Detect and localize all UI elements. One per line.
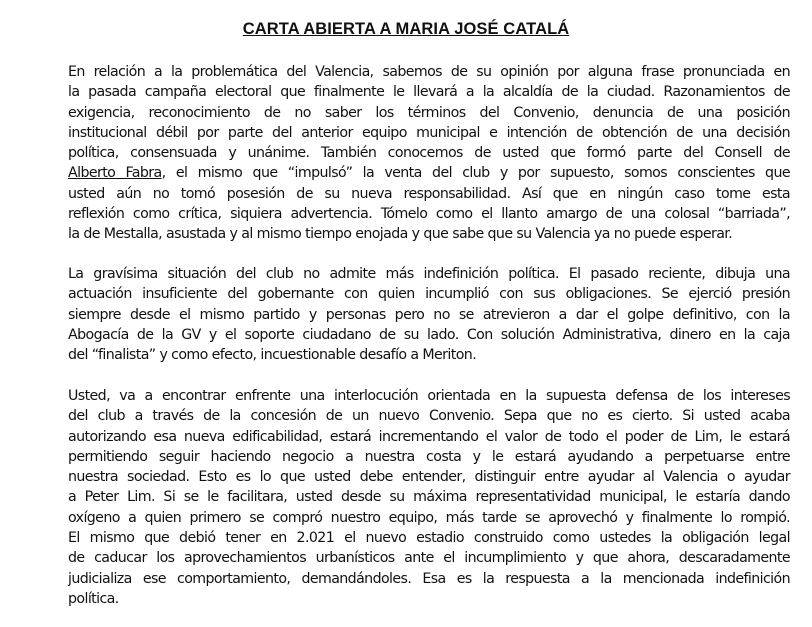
paragraph-line: la de Mestalla, asustada y al mismo tiempo enojada y que sabe que su Valencia ya no puede esperar.	[68, 226, 733, 243]
paragraph-line: Abogacía de la GV y el soporte ciudadano de su lado. Con solución Administrativa, dinero en la caja	[68, 326, 790, 343]
paragraph-line: de caducar los aprovechamientos urbanísticos ante el incumplimiento y que ahora, descaradamente	[68, 550, 790, 567]
paragraph-line: oxígeno a quien primero se compró nuestro equipo, más tarde se aprovechó y finalmente lo rompió.	[68, 509, 790, 526]
paragraph-1	[68, 62, 790, 245]
paragraph-line: Usted, va a encontrar enfrente una interlocución orientada en la supuesta defensa de los intereses	[68, 388, 790, 404]
paragraph-line: del “finalista” y como efecto, incuestionable desafío a Meriton.	[68, 347, 477, 364]
paragraph-line: la pasada campaña electoral que finalmente le llevará a la alcaldía de la ciudad. Razonamientos de	[68, 84, 790, 101]
paragraph-line: actuación insuficiente del gobernante con quien incumplió con sus obligaciones. Se ejerció presión	[68, 286, 790, 303]
letter-title: CARTA ABIERTA A MARIA JOSÉ CATALÁ	[242, 20, 570, 38]
paragraph-line: institucional débil por parte del anterior equipo municipal e intención de obtención de una decisión	[68, 124, 790, 141]
paragraph-2	[68, 264, 790, 365]
paragraph-line: usted aún no tomó posesión de su nueva responsabilidad. Así que en ningún caso tome esta	[68, 185, 790, 202]
paragraph-line-with-link	[68, 163, 790, 183]
paragraph-3	[68, 386, 790, 609]
paragraph-line: La gravísima situación del club no admite más indefinición política. El pasado reciente, dibuja una	[68, 266, 790, 282]
paragraph-line: permitiendo seguir haciendo negocio a nuestra costa y le estará ayudando a perpetuarse entre	[68, 448, 790, 465]
paragraph-line: autorizando esa nueva edificabilidad, estará incrementando el valor de todo el poder de Lim, le estará	[68, 428, 790, 445]
paragraph-line: del club a través de la concesión de un nuevo Convenio. Sepa que no es cierto. Si usted acaba	[68, 408, 790, 425]
paragraph-line: a Peter Lim. Si se le facilitara, usted desde su máxima representatividad municipal, le estaría dando	[68, 489, 790, 506]
paragraph-line: judicializa ese comportamiento, demandándoles. Esa es la respuesta a la mencionada indefinición	[68, 570, 790, 587]
alberto-fabra-link[interactable]: Alberto Fabra	[68, 165, 162, 182]
paragraph-line: política, consensuada y unánime. También conocemos de usted que formó parte del Consell de	[68, 145, 790, 162]
paragraph-line: En relación a la problemática del Valencia, sabemos de su opinión por alguna frase pronunciada en	[68, 64, 790, 80]
paragraph-line: exigencia, reconocimiento de no saber los términos del Convenio, denuncia de una posición	[68, 104, 790, 121]
paragraph-line-rest: , el mismo que “impulsó” la venta del club y por supuesto, somos conscientes que	[161, 165, 790, 182]
paragraph-line: reflexión como crítica, siquiera advertencia. Tómelo como el llanto amargo de una colosal “barriada”,	[68, 206, 790, 223]
paragraph-line: El mismo que debió tener en 2.021 el nuevo estadio construido como ustedes la obligación legal	[68, 530, 790, 547]
paragraph-line: siempre desde el mismo partido y personas pero no se atrevieron a dar el golpe definitivo, con la	[68, 306, 790, 323]
paragraph-line: nuestra sociedad. Esto es lo que usted debe entender, distinguir entre ayudar al Valencia o ayudar	[68, 469, 790, 486]
paragraph-line: política.	[68, 590, 119, 607]
